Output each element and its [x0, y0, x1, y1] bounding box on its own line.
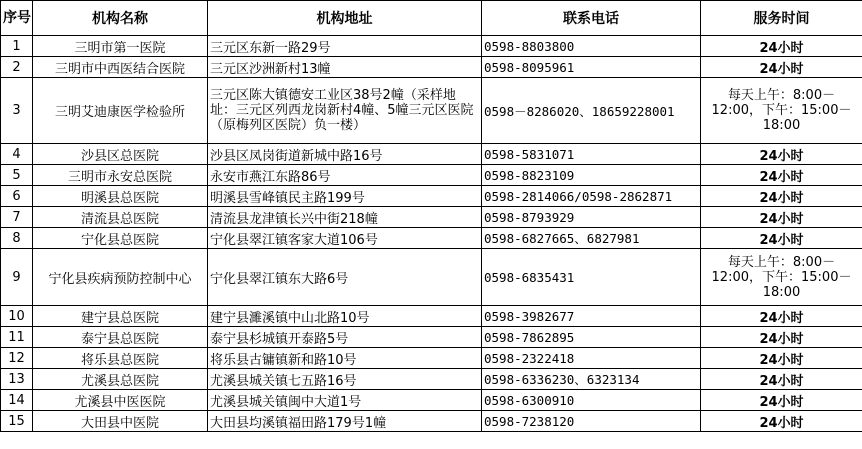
institution-address: 明溪县雪峰镇民主路199号	[208, 186, 482, 207]
institution-address: 永安市燕江东路86号	[208, 165, 482, 186]
contact-phone: 0598-6300910	[482, 390, 701, 411]
institution-name: 沙县区总医院	[33, 144, 208, 165]
service-hours: 24小时	[701, 306, 862, 327]
row-number: 12	[1, 348, 33, 369]
row-number: 7	[1, 207, 33, 228]
table-row	[1, 36, 862, 57]
institution-address: 尤溪县城关镇七五路16号	[208, 369, 482, 390]
row-number: 5	[1, 165, 33, 186]
service-hours: 24小时	[701, 36, 862, 57]
contact-phone: 0598-8095961	[482, 57, 701, 78]
table-row	[1, 165, 862, 186]
row-number: 11	[1, 327, 33, 348]
institution-address: 泰宁县杉城镇开泰路5号	[208, 327, 482, 348]
institution-address: 宁化县翠江镇东大路6号	[208, 249, 482, 306]
contact-phone: 0598-8823109	[482, 165, 701, 186]
service-hours: 24小时	[701, 369, 862, 390]
contact-phone: 0598-6827665、6827981	[482, 228, 701, 249]
service-hours: 24小时	[701, 207, 862, 228]
row-number: 6	[1, 186, 33, 207]
contact-phone: 0598-8803800	[482, 36, 701, 57]
institution-name: 建宁县总医院	[33, 306, 208, 327]
header-no: 序号	[1, 1, 33, 36]
service-hours: 24小时	[701, 144, 862, 165]
table-row	[1, 207, 862, 228]
row-number: 14	[1, 390, 33, 411]
institution-address: 宁化县翠江镇客家大道106号	[208, 228, 482, 249]
service-hours: 24小时	[701, 411, 862, 432]
institution-name: 将乐县总医院	[33, 348, 208, 369]
institution-name: 泰宁县总医院	[33, 327, 208, 348]
contact-phone: 0598-6835431	[482, 249, 701, 306]
table-row	[1, 306, 862, 327]
contact-phone: 0598-7238120	[482, 411, 701, 432]
institution-address: 沙县区凤岗街道新城中路16号	[208, 144, 482, 165]
contact-phone: 0598-2814066/0598-2862871	[482, 186, 701, 207]
service-hours: 24小时	[701, 390, 862, 411]
table-row	[1, 411, 862, 432]
service-hours: 24小时	[701, 228, 862, 249]
service-hours: 每天上午：8:00－12:00，下午：15:00－18:00	[701, 78, 862, 144]
institution-name: 清流县总医院	[33, 207, 208, 228]
contact-phone: 0598-3982677	[482, 306, 701, 327]
service-hours: 每天上午：8:00－12:00，下午：15:00－18:00	[701, 249, 862, 306]
table-row	[1, 348, 862, 369]
contact-phone: 0598-8793929	[482, 207, 701, 228]
service-hours: 24小时	[701, 348, 862, 369]
contact-phone: 0598－8286020、18659228001	[482, 78, 701, 144]
row-number: 13	[1, 369, 33, 390]
contact-phone: 0598-2322418	[482, 348, 701, 369]
header-row	[1, 1, 862, 36]
institution-name: 宁化县总医院	[33, 228, 208, 249]
table-row	[1, 144, 862, 165]
header-address: 机构地址	[208, 1, 482, 36]
institution-name: 三明艾迪康医学检验所	[33, 78, 208, 144]
table-row	[1, 390, 862, 411]
institution-address: 将乐县古镛镇新和路10号	[208, 348, 482, 369]
table-row	[1, 228, 862, 249]
contact-phone: 0598-7862895	[482, 327, 701, 348]
row-number: 1	[1, 36, 33, 57]
institution-name: 尤溪县中医医院	[33, 390, 208, 411]
institution-name: 明溪县总医院	[33, 186, 208, 207]
service-hours: 24小时	[701, 327, 862, 348]
table-row	[1, 186, 862, 207]
institution-address: 建宁县濉溪镇中山北路10号	[208, 306, 482, 327]
service-hours: 24小时	[701, 57, 862, 78]
header-phone: 联系电话	[482, 1, 701, 36]
institution-name: 三明市永安总医院	[33, 165, 208, 186]
institution-name: 三明市中西医结合医院	[33, 57, 208, 78]
table-row	[1, 369, 862, 390]
institution-address: 大田县均溪镇福田路179号1幢	[208, 411, 482, 432]
table-row	[1, 57, 862, 78]
institution-address: 三元区东新一路29号	[208, 36, 482, 57]
row-number: 10	[1, 306, 33, 327]
institution-name: 尤溪县总医院	[33, 369, 208, 390]
header-hours: 服务时间	[701, 1, 862, 36]
row-number: 3	[1, 78, 33, 144]
service-hours: 24小时	[701, 186, 862, 207]
header-name: 机构名称	[33, 1, 208, 36]
table-row	[1, 249, 862, 306]
row-number: 9	[1, 249, 33, 306]
row-number: 2	[1, 57, 33, 78]
table-row	[1, 78, 862, 144]
institution-name: 宁化县疾病预防控制中心	[33, 249, 208, 306]
row-number: 4	[1, 144, 33, 165]
institution-address: 尤溪县城关镇闽中大道1号	[208, 390, 482, 411]
institution-address: 清流县龙津镇长兴中街218幢	[208, 207, 482, 228]
contact-phone: 0598-5831071	[482, 144, 701, 165]
service-hours: 24小时	[701, 165, 862, 186]
table-row	[1, 327, 862, 348]
row-number: 8	[1, 228, 33, 249]
row-number: 15	[1, 411, 33, 432]
contact-phone: 0598-6336230、6323134	[482, 369, 701, 390]
institution-name: 大田县中医院	[33, 411, 208, 432]
institution-address: 三元区沙洲新村13幢	[208, 57, 482, 78]
institution-address: 三元区陈大镇德安工业区38号2幢（采样地址：三元区列西龙岗新村4幢、5幢三元区医院（原梅列区医院）负一楼）	[208, 78, 482, 144]
institution-name: 三明市第一医院	[33, 36, 208, 57]
